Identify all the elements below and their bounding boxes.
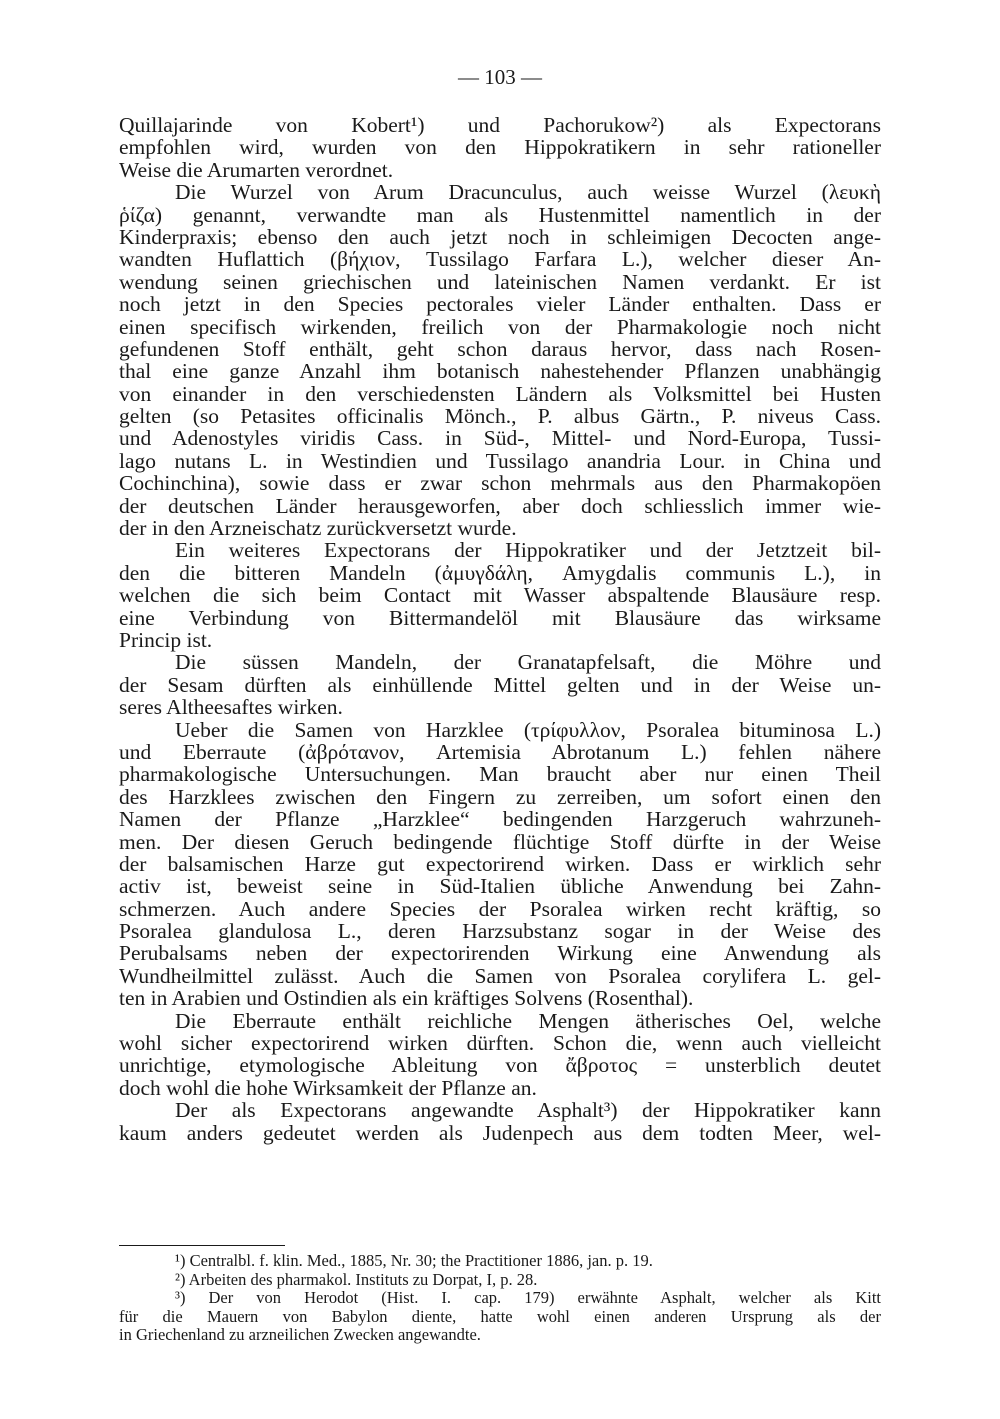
- text-line: men. Der diesen Geruch bedingende flüchtige Stoff dürfte in der Weise: [119, 829, 881, 854]
- text-line: ῥίζα) genannt, verwandte man als Hustenmittel namentlich in der: [119, 202, 881, 227]
- footnote-line: ²) Arbeiten des pharmakol. Instituts zu Dorpat, I, p. 28.: [175, 1269, 538, 1289]
- text-line: wendung seinen griechischen und lateinischen Namen verdankt. Er ist: [119, 269, 881, 294]
- text-line: activ ist, beweist seine in Süd-Italien übliche Anwendung bei Zahn-: [119, 874, 881, 899]
- text-line: welchen die sich beim Contact mit Wasser abspaltende Blausäure resp.: [119, 583, 881, 608]
- text-line: kaum anders gedeutet werden als Judenpech aus dem todten Meer, wel-: [119, 1120, 881, 1145]
- text-line: unrichtige, etymologische Ableitung von ἄβροτος = unsterblich deutet: [119, 1053, 881, 1078]
- text-line: empfohlen wird, wurden von den Hippokratikern in sehr rationeller: [119, 135, 881, 160]
- text-line: Cochinchina), sowie dass er zwar schon mehrmals aus den Pharmakopöen: [119, 471, 881, 496]
- footnotes: [119, 1252, 881, 1345]
- text-line: thal eine ganze Anzahl ihm botanisch nahestehender Pflanzen unabhängig: [119, 359, 881, 384]
- footnote-line: für die Mauern von Babylon diente, hatte wohl einen anderen Ursprung als der: [119, 1306, 881, 1326]
- text-line: lago nutans L. in Westindien und Tussilago anandria Lour. in China und: [119, 448, 881, 473]
- text-line: gefundenen Stoff enthält, geht schon daraus hervor, dass nach Rosen-: [119, 336, 881, 361]
- footnote-line: in Griechenland zu arzneilichen Zwecken angewandte.: [119, 1325, 481, 1344]
- text-line: Die süssen Mandeln, der Granatapfelsaft, die Möhre und: [175, 650, 881, 675]
- text-line: Psoralea glandulosa L., deren Harzsubstanz sogar in der Weise des: [119, 919, 881, 944]
- text-line: den die bitteren Mandeln (ἀμυγδάλη, Amygdalis communis L.), in: [119, 560, 881, 585]
- text-line: Weise die Arumarten verordnet.: [119, 157, 394, 182]
- page-number: — 103 —: [458, 65, 542, 89]
- text-line: des Harzklees zwischen den Fingern zu zerreiben, um sofort einen den: [119, 784, 881, 809]
- text-line: Quillajarinde von Kobert¹) und Pachorukow²) als Expectorans: [119, 113, 881, 137]
- text-line: Ein weiteres Expectorans der Hippokratiker und der Jetztzeit bil-: [175, 538, 881, 563]
- text-line: der deutschen Länder herausgeworfen, aber doch schliesslich immer wie-: [119, 493, 881, 518]
- text-line: seres Altheesaftes wirken.: [119, 695, 343, 720]
- text-line: schmerzen. Auch andere Species der Psoralea wirken recht kräftig, so: [119, 896, 881, 921]
- text-line: Der als Expectorans angewandte Asphalt³) der Hippokratiker kann: [175, 1098, 881, 1123]
- text-line: pharmakologische Untersuchungen. Man braucht aber nur einen Theil: [119, 762, 881, 787]
- footnote-divider: [119, 1245, 285, 1246]
- text-line: wohl sicher expectorirend wirken dürften. Schon die, wenn auch vielleicht: [119, 1031, 881, 1056]
- text-line: Die Wurzel von Arum Dracunculus, auch weisse Wurzel (λευκὴ: [175, 180, 881, 205]
- text-line: Princip ist.: [119, 627, 213, 652]
- text-line: ten in Arabien und Ostindien als ein kräftiges Solvens (Rosenthal).: [119, 986, 694, 1011]
- text-line: gelten (so Petasites officinalis Mönch., P. albus Gärtn., P. niveus Cass.: [119, 404, 881, 429]
- text-line: doch wohl die hohe Wirksamkeit der Pflanze an.: [119, 1075, 537, 1100]
- text-line: von einander in den verschiedensten Ländern als Volksmittel bei Husten: [119, 381, 881, 406]
- text-line: Perubalsams neben der expectorirenden Wirkung eine Anwendung als: [119, 941, 881, 966]
- text-line: einen specifisch wirkenden, freilich von der Pharmakologie noch nicht: [119, 314, 881, 339]
- text-line: Kinderpraxis; ebenso den auch jetzt noch in schleimigen Decocten ange-: [119, 224, 881, 249]
- text-line: der balsamischen Harze gut expectorirend wirken. Dass er wirklich sehr: [119, 851, 881, 876]
- body-text: [119, 114, 881, 1144]
- text-line: Namen der Pflanze „Harzklee“ bedingenden Harzgeruch wahrzuneh-: [119, 807, 881, 832]
- text-line: der in den Arzneischatz zurückversetzt wurde.: [119, 516, 517, 541]
- text-line: Ueber die Samen von Harzklee (τρίφυλλον, Psoralea bituminosa L.): [175, 717, 881, 742]
- text-line: Die Eberraute enthält reichliche Mengen ätherisches Oel, welche: [175, 1008, 881, 1033]
- text-line: und Eberraute (ἀβρότανον, Artemisia Abrotanum L.) fehlen nähere: [119, 739, 881, 764]
- text-line: eine Verbindung von Bittermandelöl mit Blausäure das wirksame: [119, 605, 881, 630]
- text-line: Wundheilmittel zulässt. Auch die Samen von Psoralea corylifera L. gel-: [119, 963, 881, 988]
- text-line: noch jetzt in den Species pectorales vieler Länder enthalten. Dass er: [119, 292, 881, 317]
- text-line: wandten Huflattich (βήχιον, Tussilago Farfara L.), welcher dieser An-: [119, 247, 881, 272]
- footnote-line: ³) Der von Herodot (Hist. I. cap. 179) erwähnte Asphalt, welcher als Kitt: [175, 1288, 881, 1307]
- text-line: und Adenostyles viridis Cass. in Süd-, Mittel- und Nord-Europa, Tussi-: [119, 426, 881, 451]
- text-line: der Sesam dürften als einhüllende Mittel gelten und in der Weise un-: [119, 672, 881, 697]
- footnote-line: ¹) Centralbl. f. klin. Med., 1885, Nr. 30; the Practitioner 1886, jan. p. 19.: [175, 1251, 653, 1270]
